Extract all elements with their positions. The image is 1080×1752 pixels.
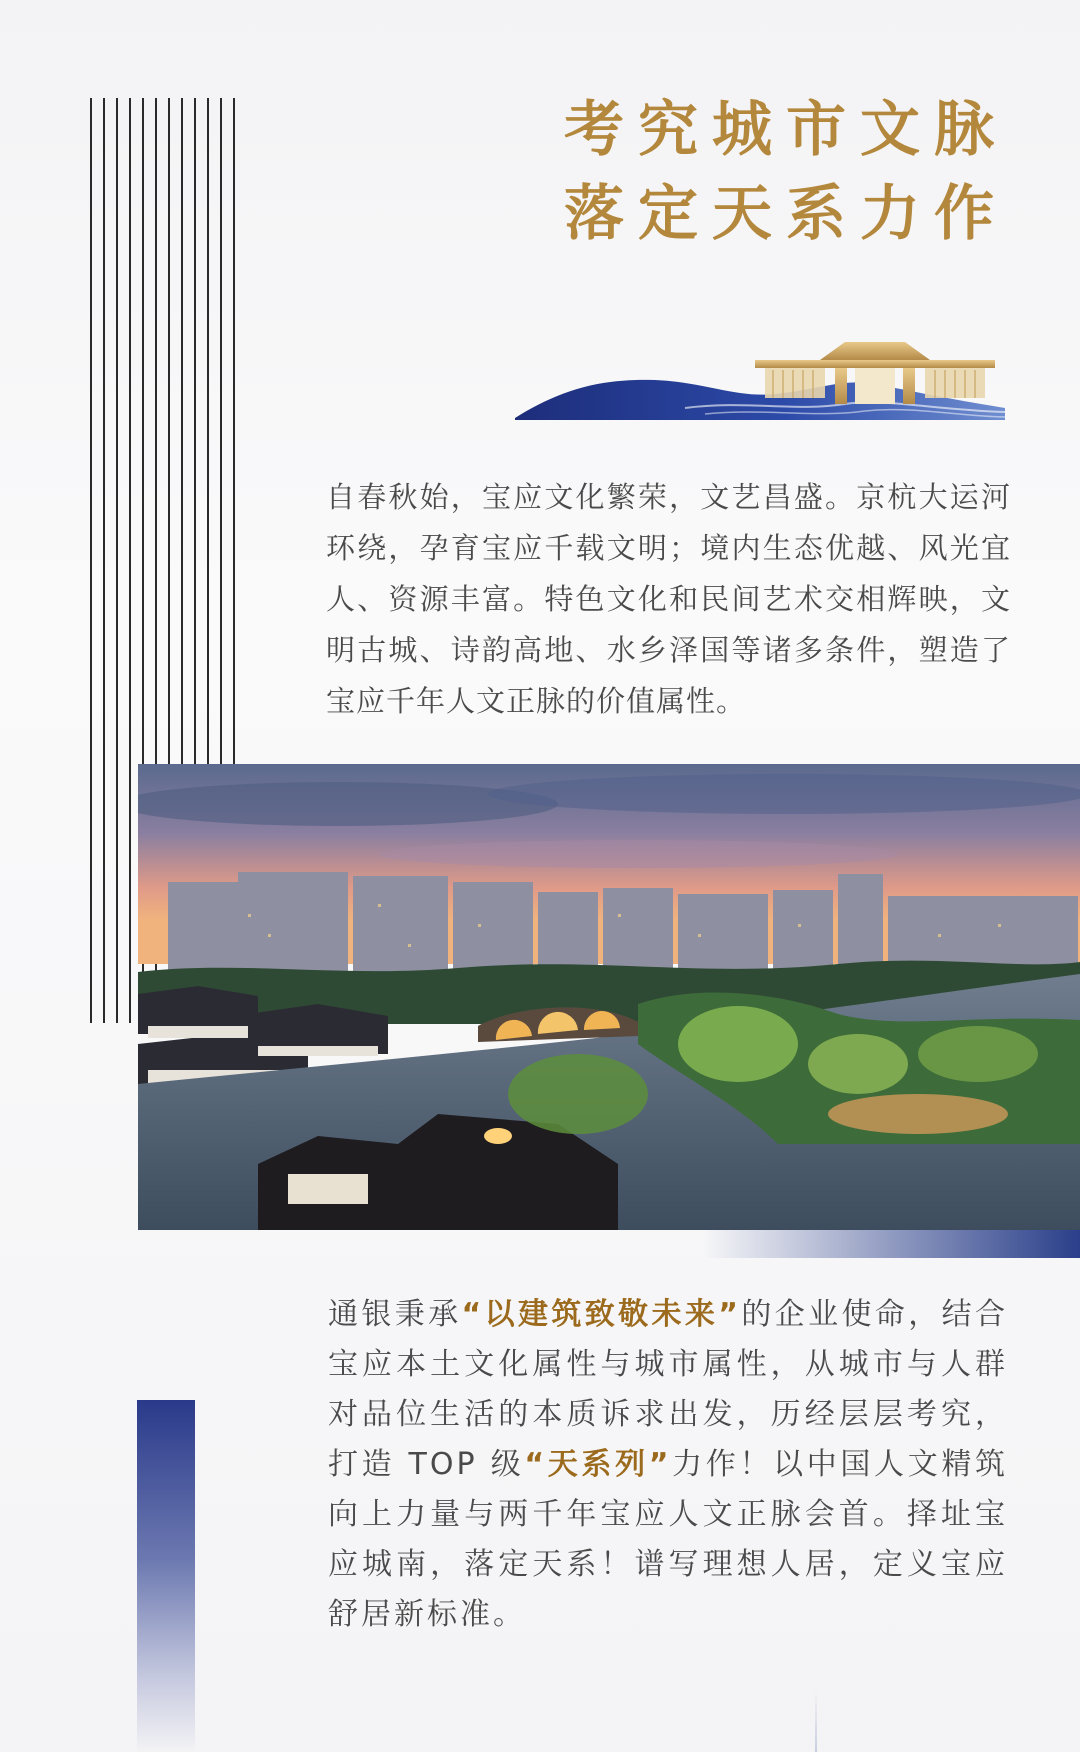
canal-night-photo bbox=[138, 764, 1080, 1230]
wave-archway-emblem-icon bbox=[515, 338, 1005, 423]
faint-vertical-line bbox=[815, 1690, 817, 1752]
mission-text-1: 通银秉承 bbox=[328, 1297, 462, 1332]
page-title bbox=[564, 88, 1008, 256]
title-line-2: 落定天系力作 bbox=[564, 179, 1008, 249]
mission-text-2: 的企业使命，结合宝应本土文化属性与城市属性，从城市与人群对品位生活的本质诉求出发，历经层层考究，打造 TOP 级 bbox=[328, 1297, 1009, 1482]
mission-highlight-series: “天系列” bbox=[524, 1447, 672, 1482]
mission-highlight-slogan: “以建筑致敬未来” bbox=[461, 1297, 741, 1332]
mission-paragraph bbox=[328, 1290, 1008, 1640]
blue-gradient-bar bbox=[137, 1400, 195, 1752]
title-line-1: 考究城市文脉 bbox=[564, 95, 1008, 165]
mission-text-3: 力作！以中国人文精筑向上力量与两千年宝应人文正脉会首。择址宝应城南，落定天系！谱写理想人居，定义宝应舒居新标准。 bbox=[328, 1447, 1009, 1632]
intro-paragraph: 自春秋始，宝应文化繁荣，文艺昌盛。京杭大运河环绕，孕育宝应千载文明；境内生态优越、风光宜人、资源丰富。特色文化和民间艺术交相辉映，文明古城、诗韵高地、水乡泽国等诸多条件，塑造了宝应千年人文正脉的价值属性。 bbox=[326, 480, 1011, 718]
photo-underline-gradient bbox=[138, 1230, 1080, 1258]
